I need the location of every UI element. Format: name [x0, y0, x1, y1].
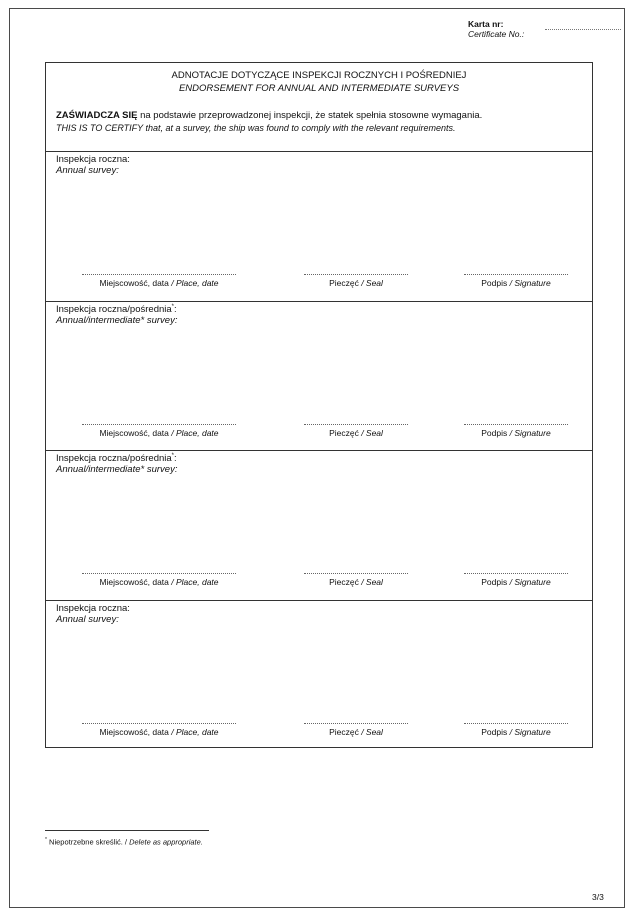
signature-field[interactable]: Podpis / Signature [464, 723, 568, 737]
section-title-en: Annual survey: [56, 613, 119, 625]
section-title-pl: Inspekcja roczna: [56, 154, 130, 165]
signature-field[interactable]: Podpis / Signature [464, 573, 568, 587]
section-title-pl: Inspekcja roczna/pośrednia*: [56, 453, 177, 465]
footnote: * Niepotrzebne skreślić. / Delete as appropriate. [45, 837, 203, 847]
certify-bold: ZAŚWIADCZA SIĘ [56, 110, 138, 121]
survey-section-1 [46, 152, 592, 302]
certify-statement-pl [56, 110, 482, 121]
page-number: 3/3 [592, 892, 604, 902]
section-title-pl: Inspekcja roczna/pośrednia*: [56, 303, 177, 315]
seal-field[interactable]: Pieczęć / Seal [304, 573, 408, 587]
title-en: ENDORSEMENT FOR ANNUAL AND INTERMEDIATE SURVEYS [178, 83, 460, 94]
survey-section-2 [46, 302, 592, 452]
place-date-field[interactable]: Miejscowość, data / Place, date [82, 274, 236, 288]
place-date-field[interactable]: Miejscowość, data / Place, date [82, 573, 236, 587]
footnote-rule [45, 830, 209, 831]
place-date-field[interactable]: Miejscowość, data / Place, date [82, 424, 236, 438]
section-title-pl: Inspekcja roczna: [56, 602, 130, 614]
signature-field[interactable]: Podpis / Signature [464, 274, 568, 288]
title-pl: ADNOTACJE DOTYCZĄCE INSPEKCJI ROCZNYCH I POŚREDNIEJ [171, 70, 467, 81]
survey-section-3 [46, 451, 592, 601]
certificate-label-en: Certificate No.: [468, 29, 525, 39]
endorsement-header [46, 63, 592, 152]
signature-field[interactable]: Podpis / Signature [464, 424, 568, 438]
section-title-en: Annual/intermediate* survey: [56, 314, 178, 326]
certificate-number-field[interactable] [545, 29, 621, 30]
certificate-label-pl: Karta nr: [468, 19, 504, 29]
certify-rest: na podstawie przeprowadzonej inspekcji, że statek spełnia stosowne wymagania. [137, 110, 483, 121]
certify-statement-en: THIS IS TO CERTIFY that, at a survey, the ship was found to comply with the relevant requirements. [56, 123, 456, 133]
survey-section-4 [46, 601, 592, 751]
seal-field[interactable]: Pieczęć / Seal [304, 723, 408, 737]
seal-field[interactable]: Pieczęć / Seal [304, 274, 408, 288]
section-title-en: Annual survey: [56, 165, 119, 176]
section-title-en: Annual/intermediate* survey: [56, 464, 178, 475]
place-date-field[interactable]: Miejscowość, data / Place, date [82, 723, 236, 737]
certificate-number [468, 19, 524, 39]
seal-field[interactable]: Pieczęć / Seal [304, 424, 408, 438]
endorsement-frame [45, 62, 593, 748]
